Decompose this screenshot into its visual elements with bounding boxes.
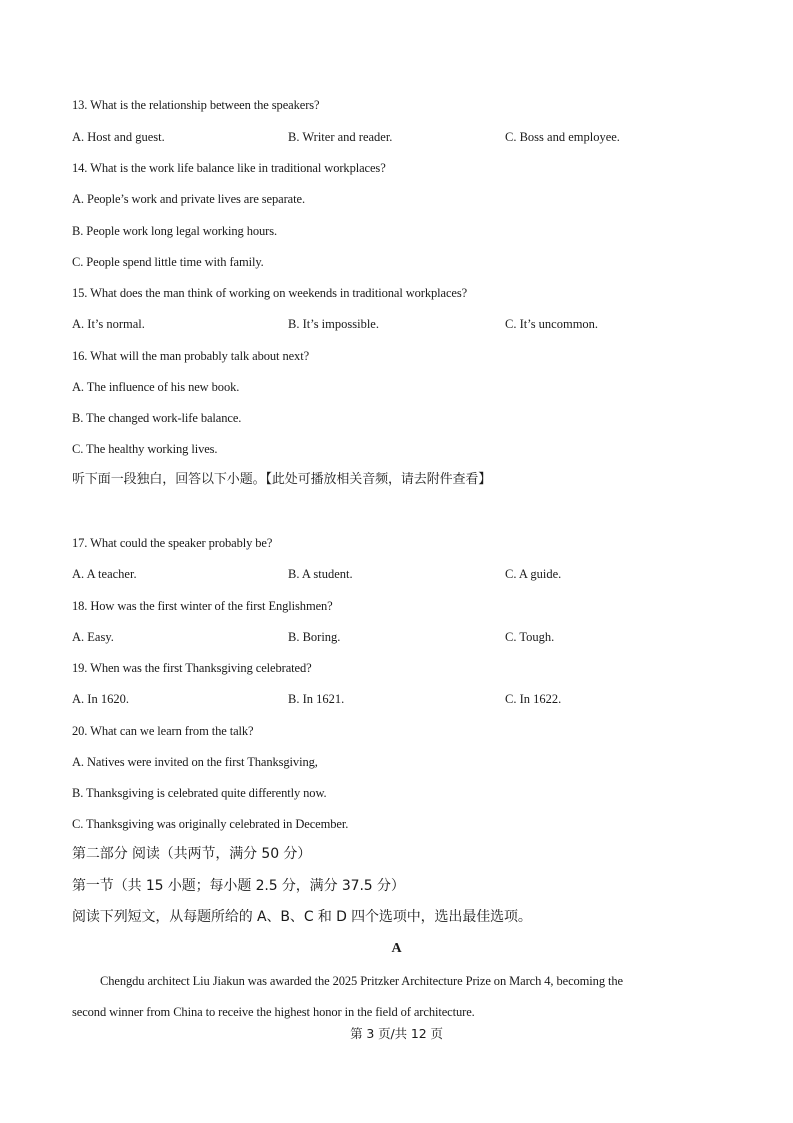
option-13-b: B. Writer and reader. — [288, 130, 393, 144]
option-13-a: A. Host and guest. — [72, 130, 165, 144]
page-footer: 第 3 页/共 12 页 — [350, 1026, 443, 1041]
listening-instruction: 听下面一段独白，回答以下小题。【此处可播放相关音频，请去附件查看】 — [72, 472, 492, 487]
question-13: 13. What is the relationship between the speakers? — [72, 98, 320, 112]
option-17-c: C. A guide. — [505, 567, 562, 581]
part2-heading: 第二部分 阅读（共两节，满分 50 分） — [72, 846, 312, 862]
question-20: 20. What can we learn from the talk? — [72, 724, 254, 738]
option-13-c: C. Boss and employee. — [505, 130, 620, 144]
option-16-c: C. The healthy working lives. — [72, 442, 218, 456]
options-19 — [72, 693, 722, 707]
option-16-a: A. The influence of his new book. — [72, 380, 240, 394]
option-15-b: B. It’s impossible. — [288, 317, 379, 331]
question-19: 19. When was the first Thanksgiving celebrated? — [72, 661, 312, 675]
option-15-c: C. It’s uncommon. — [505, 317, 599, 331]
question-18: 18. How was the first winter of the first Englishmen? — [72, 599, 333, 613]
option-14-a: A. People’s work and private lives are separate. — [72, 192, 305, 206]
reading-instruction: 阅读下列短文，从每题所给的 A、B、C 和 D 四个选项中，选出最佳选项。 — [72, 909, 532, 925]
option-18-c: C. Tough. — [505, 630, 555, 644]
option-20-a: A. Natives were invited on the first Thanksgiving, — [72, 755, 318, 769]
option-14-c: C. People spend little time with family. — [72, 255, 264, 269]
option-14-b: B. People work long legal working hours. — [72, 224, 278, 238]
option-15-a: A. It’s normal. — [72, 317, 145, 331]
option-18-a: A. Easy. — [72, 630, 114, 644]
option-19-b: B. In 1621. — [288, 692, 345, 706]
question-14: 14. What is the work life balance like in traditional workplaces? — [72, 161, 386, 175]
options-18 — [72, 631, 722, 645]
option-19-a: A. In 1620. — [72, 692, 129, 706]
section1-heading: 第一节（共 15 小题；每小题 2.5 分，满分 37.5 分） — [72, 878, 405, 894]
passage-line-1: Chengdu architect Liu Jiakun was awarded the 2025 Pritzker Architecture Prize on March 4, becoming the — [100, 974, 623, 988]
options-15 — [72, 318, 722, 332]
options-17 — [72, 568, 722, 582]
options-13 — [72, 131, 722, 145]
question-17: 17. What could the speaker probably be? — [72, 536, 273, 550]
option-19-c: C. In 1622. — [505, 692, 562, 706]
question-15: 15. What does the man think of working on weekends in traditional workplaces? — [72, 286, 468, 300]
question-16: 16. What will the man probably talk about next? — [72, 349, 310, 363]
passage-label: A — [391, 941, 402, 956]
passage-line-2: second winner from China to receive the highest honor in the field of architecture. — [72, 1005, 475, 1019]
option-18-b: B. Boring. — [288, 630, 341, 644]
option-20-c: C. Thanksgiving was originally celebrated in December. — [72, 817, 349, 831]
option-16-b: B. The changed work-life balance. — [72, 411, 242, 425]
option-20-b: B. Thanksgiving is celebrated quite differently now. — [72, 786, 327, 800]
option-17-a: A. A teacher. — [72, 567, 137, 581]
option-17-b: B. A student. — [288, 567, 353, 581]
